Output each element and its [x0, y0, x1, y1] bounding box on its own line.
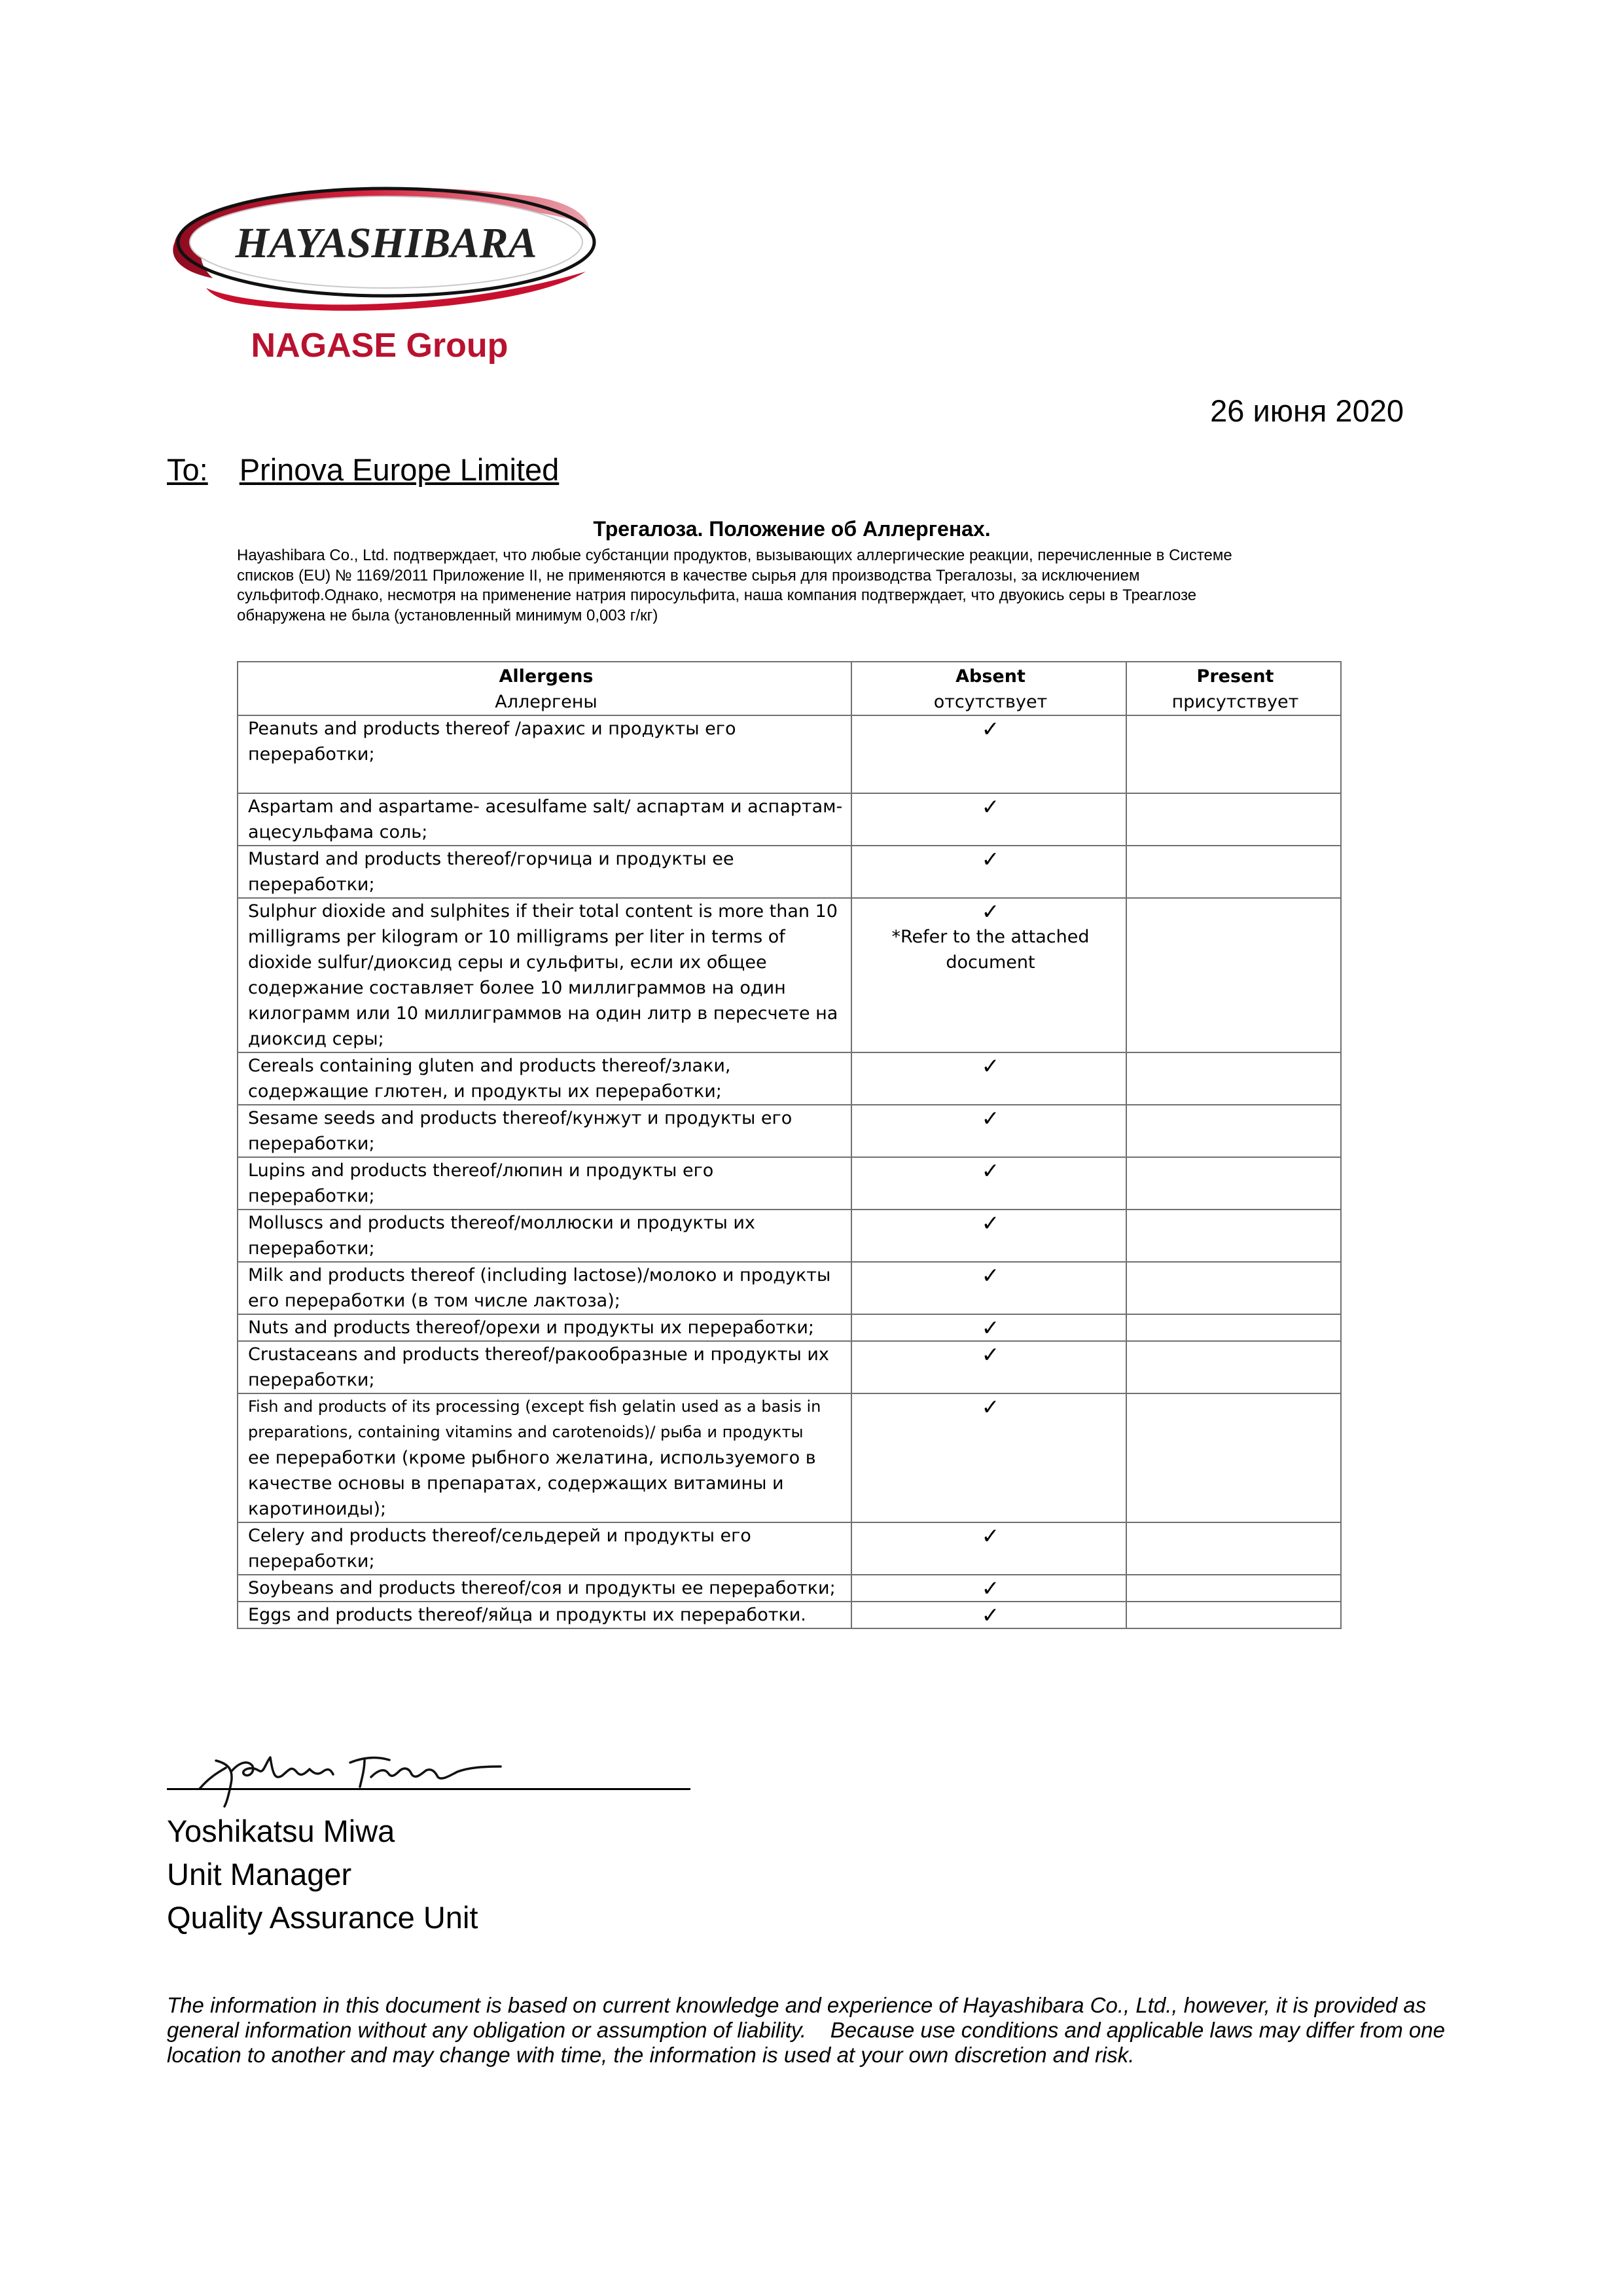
check-mark: ✓ [981, 1602, 1000, 1628]
header-en: Absent [955, 666, 1026, 687]
document-date: 26 июня 2020 [1210, 393, 1404, 428]
table-row [238, 1210, 1341, 1262]
allergen-line: Lupins and products thereof/люпин и продукты его [248, 1160, 714, 1181]
logo-brand-text: HAYASHIBARA [235, 219, 537, 267]
allergen-cell [238, 1393, 851, 1522]
intro-paragraph [237, 546, 1323, 626]
present-cell [1126, 1393, 1341, 1522]
header-ru: отсутствует [933, 692, 1048, 712]
table-header-row [238, 662, 1341, 715]
handwritten-signature [193, 1712, 520, 1810]
disclaimer-line: location to another and may change with time, the information is used at your own discretion and risk. [167, 2043, 1135, 2067]
table-row [238, 1105, 1341, 1157]
present-cell [1126, 1157, 1341, 1210]
allergen-line: Aspartam and aspartame- acesulfame salt/ аспартам и аспартам- [248, 797, 843, 817]
absent-cell [851, 1052, 1126, 1105]
allergen-cell [238, 1341, 851, 1393]
allergen-cell [238, 898, 851, 1052]
recipient-line [167, 452, 559, 488]
signer-name: Yoshikatsu Miwa [167, 1814, 395, 1848]
row-spacer [248, 767, 844, 793]
allergen-cell [238, 1105, 851, 1157]
present-cell [1126, 1602, 1341, 1628]
table-row [238, 1262, 1341, 1314]
check-mark: ✓ [981, 846, 1000, 872]
absent-cell [851, 1210, 1126, 1262]
allergen-line: Nuts and products thereof/орехи и продукты их переработки; [248, 1318, 815, 1338]
check-mark: ✓ [981, 1053, 1000, 1079]
present-cell [1126, 1575, 1341, 1602]
allergen-line: переработки; [248, 1551, 375, 1571]
allergen-cell [238, 1157, 851, 1210]
allergen-line: каротиноиды); [248, 1499, 387, 1519]
allergen-table [237, 661, 1342, 1629]
company-logo [167, 180, 612, 370]
signature-scribble [193, 1712, 520, 1810]
check-mark: ✓ [981, 1575, 1000, 1601]
header-absent [851, 662, 1126, 715]
allergen-line: milligrams per kilogram or 10 milligrams per liter in terms of [248, 927, 785, 947]
absent-cell [851, 898, 1126, 1052]
hayashibara-logo-graphic [167, 180, 612, 370]
allergen-cell [238, 1210, 851, 1262]
check-mark: ✓ [981, 1158, 1000, 1183]
check-mark: ✓ [981, 1210, 1000, 1236]
header-en: Present [1196, 666, 1274, 687]
present-cell [1126, 898, 1341, 1052]
present-cell [1126, 715, 1341, 793]
allergen-line: переработки; [248, 1238, 375, 1259]
allergen-line: Sulphur dioxide and sulphites if their total content is more than 10 [248, 901, 838, 922]
absent-cell [851, 793, 1126, 846]
absent-cell [851, 1105, 1126, 1157]
header-present [1126, 662, 1341, 715]
present-cell [1126, 1314, 1341, 1341]
table-row [238, 1522, 1341, 1575]
absent-cell [851, 1314, 1126, 1341]
allergen-cell [238, 1314, 851, 1341]
allergen-cell [238, 1052, 851, 1105]
allergen-line: килограмм или 10 миллиграммов на один литр в пересчете на [248, 1003, 838, 1024]
check-mark: ✓ [981, 1105, 1000, 1131]
allergen-cell [238, 846, 851, 898]
check-mark: ✓ [981, 716, 1000, 742]
present-cell [1126, 1210, 1341, 1262]
allergen-line: Eggs and products thereof/яйца и продукты их переработки. [248, 1605, 806, 1625]
present-cell [1126, 1522, 1341, 1575]
absent-note: document [946, 952, 1035, 973]
signer-unit: Quality Assurance Unit [167, 1900, 478, 1935]
absent-note: *Refer to the attached [891, 927, 1090, 947]
table-row [238, 793, 1341, 846]
allergen-line: Peanuts and products thereof /арахис и продукты его [248, 719, 736, 739]
disclaimer-line: general information without any obligation or assumption of liability. Because use conditions and applicable laws may differ from one [167, 2018, 1445, 2042]
allergen-line: Sesame seeds and products thereof/кунжут и продукты его [248, 1108, 793, 1128]
header-ru: присутствует [1171, 692, 1299, 712]
intro-line: списков (EU) № 1169/2011 Приложение II, не применяются в качестве сырья для производства Трегалозы, за исключением [237, 566, 1140, 584]
absent-cell [851, 1341, 1126, 1393]
allergen-line: Mustard and products thereof/горчица и продукты ее [248, 849, 734, 869]
table-row [238, 846, 1341, 898]
present-cell [1126, 793, 1341, 846]
present-cell [1126, 1262, 1341, 1314]
allergen-line: dioxide sulfur/диоксид серы и сульфиты, если их общее [248, 952, 767, 973]
allergen-line: Fish and products of its processing (except fish gelatin used as a basis in [248, 1397, 821, 1416]
table-row [238, 1341, 1341, 1393]
recipient-name: Prinova Europe Limited [239, 452, 560, 487]
allergen-line: содержание составляет более 10 миллиграммов на один [248, 978, 786, 998]
recipient-label: To: [167, 452, 208, 487]
check-mark: ✓ [981, 1315, 1000, 1340]
present-cell [1126, 1105, 1341, 1157]
absent-cell [851, 1157, 1126, 1210]
absent-cell [851, 1575, 1126, 1602]
document-title: Трегалоза. Положение об Аллергенах. [593, 517, 991, 541]
allergen-line: переработки; [248, 744, 375, 764]
intro-line: Hayashibara Co., Ltd. подтверждает, что любые субстанции продуктов, вызывающих аллергические реакции, перечисленные в Системе [237, 547, 1232, 564]
allergen-line: preparations, containing vitamins and carotenoids)/ рыба и продукты [248, 1423, 804, 1441]
check-mark: ✓ [981, 899, 1000, 924]
table-row [238, 1052, 1341, 1105]
allergen-line: ацесульфама соль; [248, 822, 428, 842]
allergen-cell [238, 1602, 851, 1628]
check-mark: ✓ [981, 794, 1000, 819]
allergen-line: Soybeans and products thereof/соя и продукты ее переработки; [248, 1578, 836, 1598]
intro-line: сульфитоф.Однако, несмотря на применение натрия пиросульфита, наша компания подтверждает, что двуокись серы в Треаглозе [237, 586, 1197, 604]
allergen-line: диоксид серы; [248, 1029, 384, 1049]
allergen-line: качестве основы в препаратах, содержащих витамины и [248, 1473, 784, 1494]
allergen-line: ее переработки (кроме рыбного желатина, используемого в [248, 1448, 816, 1468]
check-mark: ✓ [981, 1523, 1000, 1549]
table-row [238, 1157, 1341, 1210]
table-row [238, 1602, 1341, 1628]
allergen-line: Celery and products thereof/сельдерей и продукты его [248, 1526, 751, 1546]
signature-line [167, 1788, 690, 1790]
absent-cell [851, 1393, 1126, 1522]
header-ru: Аллергены [495, 692, 597, 712]
allergen-cell [238, 1522, 851, 1575]
allergen-line: Molluscs and products thereof/моллюски и продукты их [248, 1213, 755, 1233]
allergen-line: Crustaceans and products thereof/ракообразные и продукты их [248, 1344, 829, 1365]
table-row [238, 715, 1341, 793]
disclaimer-line: The information in this document is based on current knowledge and experience of Hayashibara Co., Ltd., however, it is provided as [167, 1993, 1427, 2017]
check-mark: ✓ [981, 1342, 1000, 1367]
table-row [238, 1314, 1341, 1341]
table-row [238, 1575, 1341, 1602]
absent-cell [851, 1262, 1126, 1314]
present-cell [1126, 1052, 1341, 1105]
allergen-line: его переработки (в том числе лактоза); [248, 1291, 620, 1311]
signer-position: Unit Manager [167, 1857, 352, 1892]
allergen-line: содержащие глютен, и продукты их переработки; [248, 1081, 722, 1102]
absent-cell [851, 1602, 1126, 1628]
allergen-line: переработки; [248, 1134, 375, 1154]
present-cell [1126, 1341, 1341, 1393]
allergen-line: Cereals containing gluten and products thereof/злаки, [248, 1056, 731, 1076]
header-en: Allergens [499, 666, 594, 687]
table-row [238, 898, 1341, 1052]
check-mark: ✓ [981, 1263, 1000, 1288]
disclaimer [167, 1993, 1489, 2068]
signer-block [167, 1810, 478, 1939]
allergen-line: переработки; [248, 1370, 375, 1390]
absent-cell [851, 715, 1126, 793]
check-mark: ✓ [981, 1394, 1000, 1420]
allergen-line: Milk and products thereof (including lactose)/молоко и продукты [248, 1265, 831, 1285]
header-allergens [238, 662, 851, 715]
absent-cell [851, 1522, 1126, 1575]
allergen-line: переработки; [248, 874, 375, 895]
allergen-cell [238, 1262, 851, 1314]
allergen-cell [238, 793, 851, 846]
logo-group-text: NAGASE Group [251, 327, 508, 365]
absent-cell [851, 846, 1126, 898]
allergen-line: переработки; [248, 1186, 375, 1206]
table-row [238, 1393, 1341, 1522]
allergen-cell [238, 715, 851, 793]
intro-line: обнаружена не была (установленный минимум 0,003 г/кг) [237, 606, 658, 624]
allergen-table-body [238, 662, 1341, 1628]
allergen-cell [238, 1575, 851, 1602]
present-cell [1126, 846, 1341, 898]
